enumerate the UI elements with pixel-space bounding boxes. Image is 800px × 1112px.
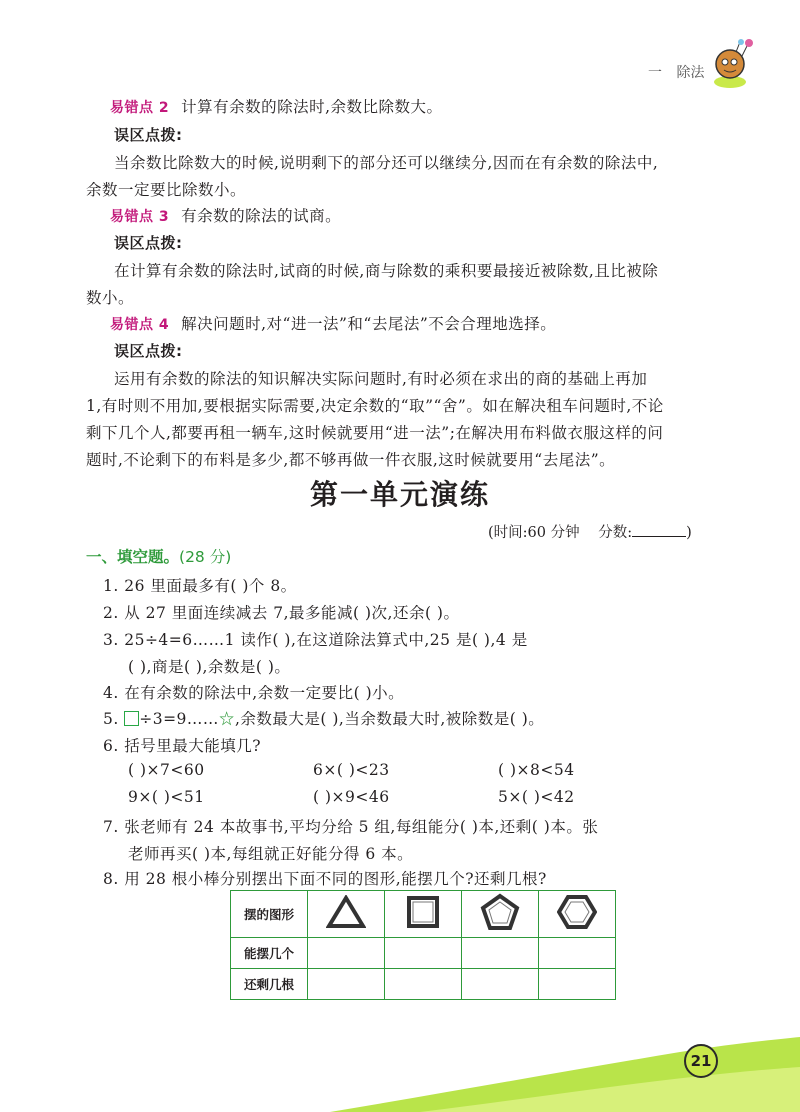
tip-4-line-3: 剩下几个人,都要再租一辆车,这时候就要用“进一法”;在解决用布料做衣服这样的问 — [86, 424, 664, 442]
answer-cell[interactable] — [539, 938, 616, 969]
unit-title: 第一单元演练 — [309, 478, 490, 511]
question-3-line-2: ( ),商是( ),余数是( )。 — [128, 658, 291, 676]
page-number: 21 — [684, 1044, 718, 1078]
time-limit: (时间:60 分钟 — [488, 525, 580, 541]
error-point-2 — [110, 95, 443, 117]
error-tag: 易错点 4 — [110, 317, 170, 333]
tip-label: 误区点拨: — [114, 126, 183, 144]
question-1: 1. 26 里面最多有( )个 8。 — [103, 577, 297, 595]
answer-cell[interactable] — [308, 938, 385, 969]
q6-row-2-c: 5×( )<42 — [498, 788, 575, 806]
pentagon-icon — [462, 891, 539, 938]
error-text: 有余数的除法的试商。 — [181, 207, 342, 225]
q6-row-1-c: ( )×8<54 — [498, 761, 575, 779]
q6-row-1-a: ( )×7<60 — [128, 761, 205, 779]
question-4: 4. 在有余数的除法中,余数一定要比( )小。 — [103, 684, 405, 702]
section-name: 一、填空题。 — [86, 548, 180, 566]
blank-square-icon — [124, 711, 139, 726]
tip-label: 误区点拨: — [114, 342, 183, 360]
timing-close: ) — [686, 525, 692, 541]
tip-3-line-2: 数小。 — [86, 289, 135, 307]
question-5 — [103, 707, 544, 729]
tip-4-line-2: 1,有时则不用加,要根据实际需要,决定余数的“取”“舍”。如在解决租车问题时,不论 — [86, 397, 664, 415]
tip-label: 误区点拨: — [114, 234, 183, 252]
answer-cell[interactable] — [385, 969, 462, 1000]
q6-row-2-b: ( )×9<46 — [313, 788, 390, 806]
question-3-line-1: 3. 25÷4=6……1 读作( ),在这道除法算式中,25 是( ),4 是 — [103, 631, 528, 649]
page-header — [648, 62, 704, 82]
table-row — [231, 969, 616, 1000]
header-chapter: 除法 — [676, 65, 705, 81]
tip-2-line-2: 余数一定要比除数小。 — [86, 181, 247, 199]
q6-row-1-b: 6×( )<23 — [313, 761, 390, 779]
question-2: 2. 从 27 里面连续减去 7,最多能减( )次,还余( )。 — [103, 604, 460, 622]
tip-3-line-1: 在计算有余数的除法时,试商的时候,商与除数的乘积要最接近被除数,且比被除 — [114, 262, 659, 280]
row-label: 摆的图形 — [231, 891, 308, 938]
error-tag: 易错点 2 — [110, 100, 170, 116]
question-8: 8. 用 28 根小棒分别摆出下面不同的图形,能摆几个?还剩几根? — [103, 870, 547, 888]
error-text: 解决问题时,对“进一法”和“去尾法”不会合理地选择。 — [181, 315, 557, 333]
timing-info — [488, 521, 692, 542]
question-6: 6. 括号里最大能填几? — [103, 737, 262, 755]
q5-prefix: 5. — [103, 710, 125, 728]
q5-text: ,余数最大是( ),当余数最大时,被除数是( )。 — [234, 710, 545, 728]
row-label: 能摆几个 — [231, 938, 308, 969]
row-label: 还剩几根 — [231, 969, 308, 1000]
section-score: (28 分) — [179, 548, 232, 566]
error-point-4 — [110, 312, 556, 334]
tip-2-line-1: 当余数比除数大的时候,说明剩下的部分还可以继续分,因而在有余数的除法中, — [114, 154, 659, 172]
triangle-icon — [308, 891, 385, 938]
answer-cell[interactable] — [462, 938, 539, 969]
hexagon-icon — [539, 891, 616, 938]
section-title — [86, 545, 231, 567]
table-row — [231, 891, 616, 938]
star-icon: ☆ — [218, 710, 235, 728]
score-label: 分数: — [598, 525, 633, 541]
shapes-table — [230, 890, 616, 1000]
question-7-line-1: 7. 张老师有 24 本故事书,平均分给 5 组,每组能分( )本,还剩( )本。张 — [103, 818, 599, 836]
tip-4-line-1: 运用有余数的除法的知识解决实际问题时,有时必须在求出的商的基础上再加 — [114, 370, 648, 388]
score-blank[interactable] — [632, 522, 686, 537]
mascot-icon — [708, 38, 758, 90]
table-row — [231, 938, 616, 969]
answer-cell[interactable] — [385, 938, 462, 969]
footer-wave — [0, 1022, 800, 1112]
error-point-3 — [110, 204, 341, 226]
answer-cell[interactable] — [462, 969, 539, 1000]
answer-cell[interactable] — [539, 969, 616, 1000]
q5-expression: ÷3=9…… — [139, 710, 219, 728]
square-icon — [385, 891, 462, 938]
q6-row-2-a: 9×( )<51 — [128, 788, 205, 806]
answer-cell[interactable] — [308, 969, 385, 1000]
tip-4-line-4: 题时,不论剩下的布料是多少,都不够再做一件衣服,这时候就要用“去尾法”。 — [86, 451, 616, 469]
error-text: 计算有余数的除法时,余数比除数大。 — [181, 98, 443, 116]
header-dash: 一 — [648, 65, 662, 81]
error-tag: 易错点 3 — [110, 209, 170, 225]
question-7-line-2: 老师再买( )本,每组就正好能分得 6 本。 — [128, 845, 414, 863]
